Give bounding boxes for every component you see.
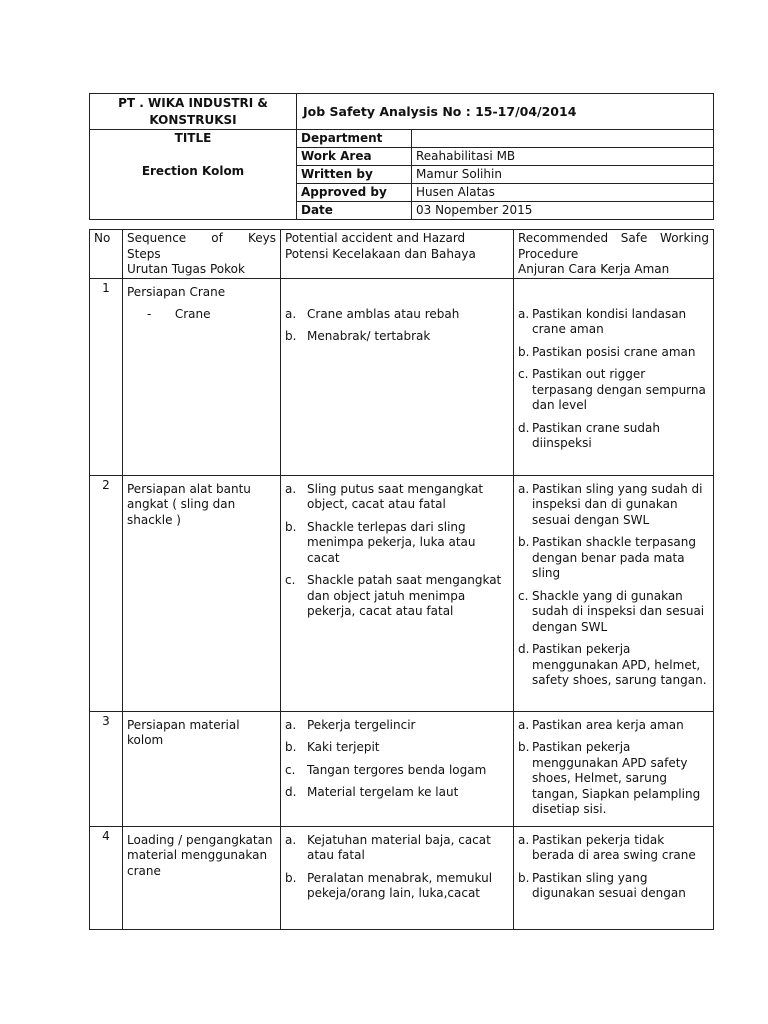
recommendation-text: Pastikan pekerja menggunakan APD, helmet, safety shoes, sarung tangan. (532, 642, 707, 687)
col-header-rec-line1: Recommended Safe Working (518, 231, 709, 245)
table-row (90, 475, 714, 711)
field-label-approved-by: Approved by (297, 184, 412, 202)
col-header-no: No (90, 230, 123, 279)
table-row (90, 826, 714, 929)
step-cell (123, 711, 281, 826)
recommendation-text: Pastikan area kerja aman (532, 717, 684, 732)
step-text: Loading / pengangkatan material menggunakan crane (127, 832, 273, 878)
list-marker: d. (518, 642, 530, 656)
list-marker: a. (518, 481, 530, 496)
list-marker: b. (518, 740, 530, 754)
field-label-department: Department (297, 130, 412, 148)
hazard-text: Crane amblas atau rebah (307, 306, 460, 321)
table-row (90, 278, 714, 475)
list-item (518, 345, 709, 361)
recommendation-text: Pastikan out rigger terpasang dengan sempurna dan level (532, 367, 706, 412)
list-marker: a. (518, 832, 530, 847)
row-number: 1 (90, 278, 123, 475)
step-text: Persiapan material kolom (127, 717, 240, 747)
recommendation-text: Pastikan pekerja menggunakan APD safety shoes, Helmet, sarung tangan, Siapkan pelampling disetiap sisi. (532, 740, 701, 816)
list-item (518, 535, 709, 582)
jsa-number-cell (297, 94, 714, 130)
field-value-approved-by: Husen Alatas (412, 184, 714, 202)
list-item (518, 307, 709, 338)
recommendation-cell (514, 278, 714, 475)
company-name: PT . WIKA INDUSTRI & KONSTRUKSI (90, 94, 297, 130)
list-marker: a. (285, 717, 297, 732)
list-marker: d. (285, 785, 297, 799)
list-item (285, 718, 509, 734)
hazard-cell (281, 278, 514, 475)
list-item (518, 367, 709, 414)
list-item (285, 307, 509, 323)
list-marker: b. (285, 329, 297, 343)
col-header-rec-line3: Anjuran Cara Kerja Aman (518, 262, 670, 276)
list-item (518, 740, 709, 818)
field-value-department (412, 130, 714, 148)
jsa-steps-table (89, 229, 714, 930)
recommendation-text: Shackle yang di gunakan sudah di inspeksi dan sesuai dengan SWL (532, 588, 705, 634)
step-text: Persiapan Crane (127, 284, 226, 299)
list-item (518, 871, 709, 902)
substep-dash: - (147, 307, 152, 321)
list-marker: c. (518, 367, 529, 381)
list-marker: a. (518, 306, 530, 321)
list-item (285, 329, 509, 345)
hazard-cell (281, 711, 514, 826)
hazard-cell (281, 826, 514, 929)
jsa-label: Job Safety Analysis No : (303, 104, 471, 119)
col-header-hazard-line1: Potential accident and Hazard (285, 231, 466, 245)
recommendation-text: Pastikan crane sudah diinspeksi (532, 420, 660, 450)
table-header-row (90, 230, 714, 279)
hazard-text: Shackle patah saat mengangkat dan object jatuh menimpa pekerja, cacat atau fatal (307, 573, 502, 618)
list-marker: a. (285, 306, 297, 321)
list-item (285, 573, 509, 620)
recommendation-text: Pastikan sling yang digunakan sesuai dengan (532, 870, 686, 900)
field-value-date: 03 Nopember 2015 (412, 202, 714, 220)
col-header-sequence-line3: Urutan Tugas Pokok (127, 262, 245, 276)
list-item (518, 589, 709, 636)
list-marker: c. (518, 588, 529, 603)
list-item (285, 520, 509, 567)
list-marker: b. (285, 519, 297, 534)
recommendation-text: Pastikan posisi crane aman (532, 344, 696, 359)
table-row (90, 711, 714, 826)
list-item (518, 833, 709, 864)
substep-text: Crane (174, 307, 211, 321)
hazard-text: Shackle terlepas dari sling menimpa pekerja, luka atau cacat (307, 519, 476, 565)
list-item (518, 482, 709, 529)
list-item (518, 421, 709, 452)
list-item (285, 740, 509, 756)
title-value: Erection Kolom (141, 164, 245, 178)
jsa-number: 15-17/04/2014 (475, 104, 577, 119)
list-item (518, 718, 709, 734)
list-marker: b. (285, 740, 297, 754)
list-marker: a. (285, 832, 297, 847)
list-marker: b. (518, 535, 530, 549)
step-cell (123, 278, 281, 475)
step-cell (123, 826, 281, 929)
title-label: TITLE (174, 131, 212, 145)
col-header-sequence-line2: Steps (127, 246, 161, 261)
hazard-text: Pekerja tergelincir (307, 717, 416, 732)
list-marker: c. (285, 762, 296, 777)
hazard-text: Tangan tergores benda logam (307, 762, 487, 777)
hazard-text: Sling putus saat mengangkat object, cacat atau fatal (307, 481, 484, 511)
field-label-date: Date (297, 202, 412, 220)
hazard-text: Kejatuhan material baja, cacat atau fatal (307, 832, 491, 862)
jsa-header-table (89, 93, 714, 220)
recommendation-text: Pastikan kondisi landasan crane aman (532, 306, 687, 336)
title-cell (90, 130, 297, 220)
col-header-hazard (281, 230, 514, 279)
list-item (285, 871, 509, 902)
step-cell (123, 475, 281, 711)
list-marker: b. (285, 870, 297, 885)
list-marker: d. (518, 420, 530, 435)
hazard-cell (281, 475, 514, 711)
list-item (285, 763, 509, 779)
list-marker: c. (285, 573, 296, 587)
list-item (285, 785, 509, 801)
recommendation-text: Pastikan sling yang sudah di inspeksi dan di gunakan sesuai dengan SWL (532, 481, 703, 527)
recommendation-cell (514, 826, 714, 929)
field-value-written-by: Mamur Solihin (412, 166, 714, 184)
hazard-text: Material tergelam ke laut (307, 785, 459, 799)
list-item (285, 833, 509, 864)
col-header-rec-line2: Procedure (518, 246, 579, 261)
list-marker: b. (518, 870, 530, 885)
list-item (518, 642, 709, 689)
hazard-text: Menabrak/ tertabrak (307, 329, 431, 343)
col-header-recommendation (514, 230, 714, 279)
substep (127, 307, 276, 323)
field-value-work-area: Reahabilitasi MB (412, 148, 714, 166)
col-header-sequence (123, 230, 281, 279)
row-number: 3 (90, 711, 123, 826)
col-header-sequence-line1: Sequence of Keys (127, 231, 276, 245)
recommendation-cell (514, 475, 714, 711)
list-marker: a. (518, 717, 530, 732)
col-header-hazard-line2: Potensi Kecelakaan dan Bahaya (285, 246, 476, 261)
list-marker: b. (518, 344, 530, 359)
row-number: 4 (90, 826, 123, 929)
hazard-text: Peralatan menabrak, memukul pekeja/orang lain, luka,cacat (307, 870, 493, 900)
recommendation-text: Pastikan pekerja tidak berada di area swing crane (532, 832, 696, 862)
row-number: 2 (90, 475, 123, 711)
recommendation-text: Pastikan shackle terpasang dengan benar pada mata sling (532, 535, 696, 580)
list-item (285, 482, 509, 513)
hazard-text: Kaki terjepit (307, 740, 380, 754)
step-text: Persiapan alat bantu angkat ( sling dan shackle ) (127, 481, 251, 527)
list-marker: a. (285, 481, 297, 496)
field-label-written-by: Written by (297, 166, 412, 184)
field-label-work-area: Work Area (297, 148, 412, 166)
recommendation-cell (514, 711, 714, 826)
